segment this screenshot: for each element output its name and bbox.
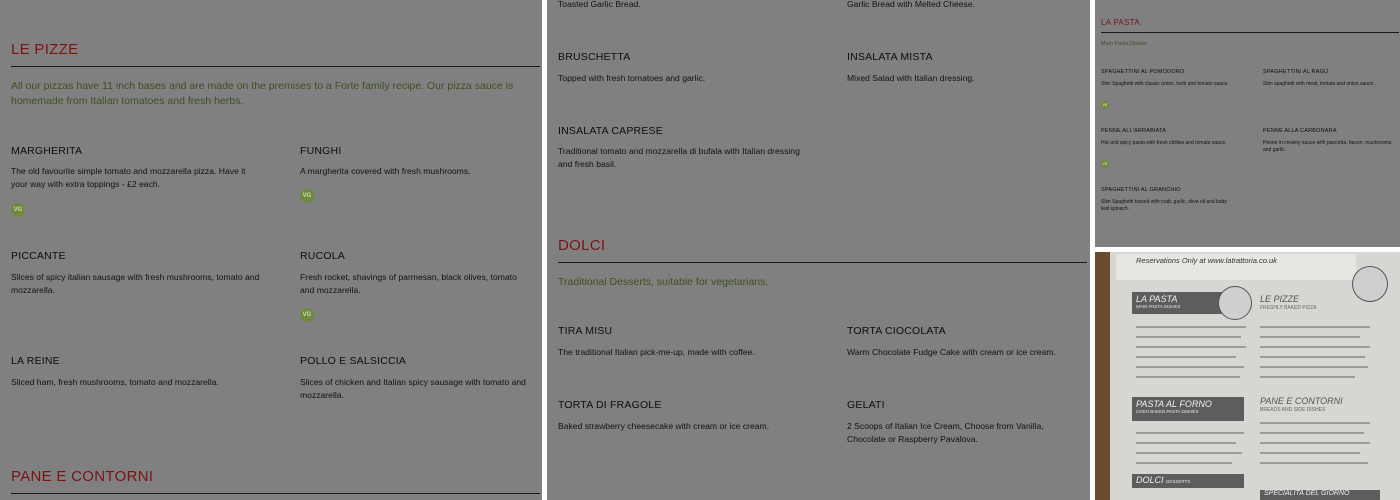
menu-item-desc: The old favourite simple tomato and mozzarella pizza. Have it your way with extra toppings - £2 each.: [11, 166, 246, 189]
menu-item-desc: Slim Spaghetti with classic onion, herb and tomato sauce.: [1101, 81, 1229, 87]
menu-item-name: FUNGHI: [300, 145, 342, 157]
menu-line: [1136, 336, 1241, 338]
menu-item-name: SPAGHETTINI AL POMODORO: [1101, 69, 1185, 75]
menu-item-name: SPAGHETTINI AL GRANCHIO: [1101, 187, 1181, 193]
menu-line: [1260, 432, 1364, 434]
banner-subtitle: OVEN BAKED PASTA DISHES: [1136, 409, 1199, 414]
pizze-subtitle: FRESHLY BAKED PIZZA: [1260, 305, 1317, 311]
vegetarian-badge-icon: VG: [1102, 103, 1108, 107]
menu-line: [1136, 452, 1242, 454]
menu-item-desc: Baked strawberry cheesecake with cream or ice cream.: [558, 421, 770, 431]
pizza-icon: [1352, 266, 1388, 302]
menu-item-desc: 2 Scoops of Italian Ice Cream, Choose from Vanilla, Chocolate or Raspberry Pavalova.: [847, 421, 1044, 444]
menu-line: [1260, 366, 1368, 368]
pasta-plate-icon: [1218, 286, 1252, 320]
menu-line: [1136, 442, 1236, 444]
menu-item-desc: Slim Spaghetti tossed with crab, garlic, olive oil and baby leaf spinach.: [1101, 199, 1227, 212]
menu-panel-contorni-dolci: [547, 0, 1090, 500]
pasta-subtitle: Main Pasta Dishes: [1101, 41, 1147, 47]
menu-item-name: RUCOLA: [300, 250, 345, 262]
menu-line: [1260, 442, 1370, 444]
section-divider: [1101, 32, 1399, 33]
banner-dolci: [1132, 474, 1244, 488]
contorni-title: PANE E CONTORNI: [1260, 396, 1343, 406]
menu-item-desc: Slices of spicy italian sausage with fresh mushrooms, tomato and mozzarella.: [11, 272, 260, 295]
menu-item-desc: Slim spaghetti with meat, tomato and onion sauce.: [1263, 81, 1375, 87]
menu-item-name: MARGHERITA: [11, 145, 83, 157]
section-divider: [11, 493, 540, 494]
menu-item-desc: Garlic Bread with Melted Cheese.: [847, 0, 976, 9]
menu-item-desc: Topped with fresh tomatoes and garlic.: [558, 73, 706, 83]
banner-title: LA PASTA: [1136, 294, 1178, 304]
menu-item-desc: A margherita covered with fresh mushrooms.: [300, 166, 471, 176]
menu-panel-pizze: [0, 0, 542, 500]
banner-specialita: SPECIALITA DEL GIORNO: [1260, 490, 1380, 500]
menu-item-name: GELATI: [847, 399, 885, 411]
menu-line: [1260, 422, 1370, 424]
menu-photo: [1095, 252, 1400, 500]
menu-item-desc: Fresh rocket, shavings of parmesan, black olives, tomato and mozzarella.: [300, 272, 517, 295]
menu-item-desc: Sliced ham, fresh mushrooms, tomato and mozzarella.: [11, 377, 219, 387]
menu-panel-pasta: [1095, 0, 1400, 247]
menu-item-name: POLLO E SALSICCIA: [300, 355, 407, 367]
menu-line: [1260, 452, 1360, 454]
menu-item-desc: Hot and spicy pasta with fresh chillies and tomato sauce.: [1101, 140, 1227, 146]
menu-item-desc: Penne in creamy sauce with pancetta, bacon, mushrooms and garlic.: [1263, 140, 1392, 153]
menu-line: [1136, 462, 1232, 464]
menu-line: [1136, 432, 1244, 434]
menu-line: [1260, 326, 1370, 328]
vegetarian-badge-icon: VG: [300, 308, 314, 322]
menu-line: [1136, 366, 1244, 368]
menu-item-name: INSALATA MISTA: [847, 51, 933, 63]
section-divider: [558, 262, 1087, 263]
vegetarian-badge-icon: VG: [11, 203, 25, 217]
menu-line: [1260, 376, 1355, 378]
menu-line: [1260, 346, 1370, 348]
menu-item-desc: Slices of chicken and Italian spicy sausage with tomato and mozzarella.: [300, 377, 526, 400]
menu-line: [1260, 462, 1368, 464]
menu-line: [1260, 356, 1365, 358]
vegetarian-badge-icon: VG: [1102, 162, 1108, 166]
menu-line: [1136, 356, 1236, 358]
menu-line: [1136, 376, 1240, 378]
menu-item-desc: Traditional tomato and mozzarella di bufala with Italian dressing and fresh basil.: [558, 146, 800, 169]
section-divider: [11, 66, 540, 67]
menu-item-name: TORTA CIOCOLATA: [847, 325, 946, 337]
menu-item-name: TORTA DI FRAGOLE: [558, 399, 662, 411]
printed-menu-sheet: [1110, 252, 1400, 500]
vegetarian-badge-icon: VG: [300, 189, 314, 203]
banner-pasta-al-forno: [1132, 397, 1244, 421]
banner-la-pasta: [1132, 292, 1232, 314]
menu-item-name: PENNE ALL'ARRABIATA: [1101, 128, 1167, 134]
menu-line: [1260, 336, 1360, 338]
section-title-pizze: LE PIZZE: [11, 41, 79, 58]
menu-line: [1136, 346, 1246, 348]
menu-item-name: PICCANTE: [11, 250, 66, 262]
menu-item-desc: Mixed Salad with Italian dressing.: [847, 73, 975, 83]
banner-title: DOLCI: [1136, 475, 1164, 485]
menu-item-name: BRUSCHETTA: [558, 51, 631, 63]
section-title-contorni: PANE E CONTORNI: [11, 468, 154, 485]
menu-item-desc: Toasted Garlic Bread.: [558, 0, 641, 9]
menu-item-name: LA REINE: [11, 355, 60, 367]
section-title-dolci: DOLCI: [558, 237, 606, 254]
menu-item-name: TIRA MISU: [558, 325, 613, 337]
pizze-title: LE PIZZE: [1260, 294, 1300, 304]
contorni-subtitle: BREADS AND SIDE DISHES: [1260, 407, 1326, 413]
menu-line: [1136, 326, 1246, 328]
banner-subtitle: DESSERTS: [1166, 479, 1191, 484]
dolci-intro: Traditional Desserts, suitable for vegetarians.: [558, 276, 769, 288]
reservations-header: Reservations Only at www.latrattoria.co.uk: [1136, 256, 1277, 265]
menu-item-desc: The traditional Italian pick-me-up, made with coffee.: [558, 347, 755, 357]
menu-item-desc: Warm Chocolate Fudge Cake with cream or ice cream.: [847, 347, 1056, 357]
menu-item-name: SPAGHETTINI AL RAGÙ: [1263, 69, 1329, 75]
pizze-intro: All our pizzas have 11 inch bases and are made on the premises to a Forte family recipe. Our pizza sauce is homemade from Italian tomatoes and fresh herbs.: [11, 80, 514, 107]
section-title-pasta: LA PASTA: [1101, 18, 1141, 27]
banner-title: PASTA AL FORNO: [1136, 399, 1212, 409]
banner-subtitle: MAIN PASTA DISHES: [1136, 304, 1181, 309]
menu-item-name: INSALATA CAPRESE: [558, 125, 663, 137]
menu-item-name: PENNE ALLA CARBONARA: [1263, 128, 1337, 134]
